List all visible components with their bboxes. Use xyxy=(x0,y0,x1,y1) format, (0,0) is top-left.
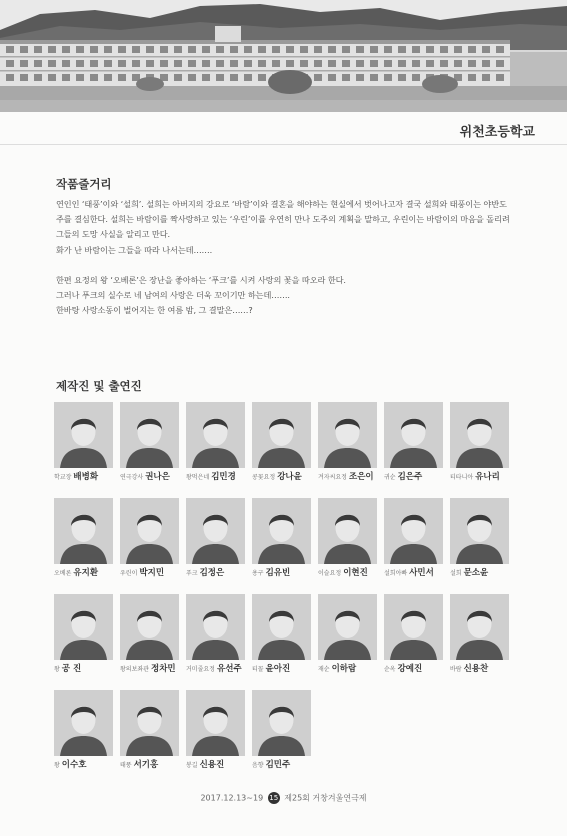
member-name: 윤아진 xyxy=(265,664,291,674)
member-caption xyxy=(120,470,179,482)
member-name: 김정은 xyxy=(199,568,225,578)
member-name: 유선주 xyxy=(216,664,242,674)
member-role: 오베론 xyxy=(54,570,72,577)
portrait-photo xyxy=(384,594,443,660)
member-caption xyxy=(384,662,443,674)
cast-row xyxy=(54,690,514,770)
portrait-photo xyxy=(450,594,509,660)
member-name: 김유빈 xyxy=(265,568,291,578)
member-role: 귀순 xyxy=(384,474,396,481)
portrait-photo xyxy=(186,594,245,660)
cast-member xyxy=(252,594,311,674)
synopsis-title: 작품줄거리 xyxy=(56,177,112,191)
member-role: 푸크 xyxy=(186,570,198,577)
portrait-photo xyxy=(252,498,311,564)
synopsis-paragraph: 한편 요정의 왕 ‘오베론’은 장난을 좋아하는 ‘푸크’를 시켜 사랑의 꽃을 따오라 한다. xyxy=(56,274,346,285)
festival-dates: 2017.12.13~19 xyxy=(200,793,264,803)
member-caption xyxy=(384,566,443,578)
cast-grid xyxy=(54,402,514,786)
member-caption xyxy=(450,566,509,578)
portrait-photo xyxy=(120,498,179,564)
member-role: 거미줄요정 xyxy=(186,666,215,673)
cast-member xyxy=(384,498,443,578)
member-name: 문소윤 xyxy=(463,568,489,578)
cast-member xyxy=(384,594,443,674)
member-role: 이슬요정 xyxy=(318,570,342,577)
member-name: 강나윤 xyxy=(277,472,302,482)
member-caption xyxy=(54,758,113,770)
cast-member xyxy=(186,498,245,578)
portrait-photo xyxy=(384,498,443,564)
member-role: 학교장 xyxy=(54,474,72,481)
cast-member xyxy=(54,594,113,674)
member-name: 사민서 xyxy=(409,568,434,578)
page-footer xyxy=(0,792,567,804)
cast-member xyxy=(120,498,179,578)
member-role: 연극강사 xyxy=(120,474,144,481)
member-name: 박지민 xyxy=(139,568,165,578)
member-role: 왕 xyxy=(54,762,60,769)
member-role: 콩꽃요정 xyxy=(252,474,276,481)
cast-member xyxy=(384,402,443,482)
cast-member xyxy=(54,402,113,482)
member-caption xyxy=(318,470,377,482)
portrait-photo xyxy=(252,594,311,660)
member-role: 순옥 xyxy=(384,666,396,673)
member-caption xyxy=(120,662,179,674)
member-name: 김민경 xyxy=(211,472,236,482)
member-caption xyxy=(186,758,245,770)
member-role: 우린이 xyxy=(120,570,138,577)
member-name: 조은이 xyxy=(348,472,374,482)
member-name: 신용진 xyxy=(199,760,225,770)
portrait-photo xyxy=(120,594,179,660)
member-caption xyxy=(186,470,245,482)
header-divider xyxy=(0,144,567,145)
cast-member xyxy=(252,498,311,578)
cast-member xyxy=(120,402,179,482)
portrait-photo xyxy=(252,402,311,468)
member-role: 설희 xyxy=(450,570,462,577)
member-caption xyxy=(318,662,377,674)
member-name: 이하람 xyxy=(331,664,357,674)
member-role: 재순 xyxy=(318,666,330,673)
cast-member xyxy=(252,690,311,770)
cast-member xyxy=(450,498,509,578)
cast-member xyxy=(318,498,377,578)
cast-member xyxy=(318,402,377,482)
portrait-photo xyxy=(120,402,179,468)
member-role: 겨자씨요정 xyxy=(318,474,347,481)
member-role: 티타니아 xyxy=(450,474,474,481)
portrait-photo xyxy=(186,498,245,564)
synopsis-paragraph: 한바탕 사랑소동이 벌어지는 한 여름 밤, 그 결말은……? xyxy=(56,305,253,316)
portrait-photo xyxy=(318,498,377,564)
member-caption xyxy=(54,566,113,578)
portrait-photo xyxy=(384,402,443,468)
cast-row xyxy=(54,402,514,482)
cast-member xyxy=(252,402,311,482)
cast-member xyxy=(186,594,245,674)
portrait-photo xyxy=(318,402,377,468)
member-caption xyxy=(252,470,311,482)
member-name: 이수호 xyxy=(61,760,87,770)
portrait-photo xyxy=(450,498,509,564)
member-caption xyxy=(252,662,311,674)
member-caption xyxy=(54,470,113,482)
cast-title: 제작진 및 출연진 xyxy=(56,379,142,393)
member-name: 유나리 xyxy=(475,472,500,482)
member-name: 강예진 xyxy=(397,664,423,674)
cast-member xyxy=(54,498,113,578)
member-role: 바람 xyxy=(450,666,462,673)
school-name: 위천초등학교 xyxy=(459,125,535,140)
portrait-photo xyxy=(252,690,311,756)
member-name: 김민주 xyxy=(265,760,291,770)
synopsis-paragraph: 화가 난 바람이는 그들을 따라 나서는데……. xyxy=(56,244,213,255)
member-role: 왕 xyxy=(54,666,60,673)
page-number: 15 xyxy=(269,794,279,802)
member-role: 태풍 xyxy=(120,762,132,769)
cast-row xyxy=(54,498,514,578)
portrait-photo xyxy=(54,690,113,756)
member-role: 봉길 xyxy=(186,762,198,769)
cast-row xyxy=(54,594,514,674)
portrait-photo xyxy=(186,402,245,468)
synopsis-text xyxy=(56,197,512,318)
cast-member xyxy=(54,690,113,770)
member-caption xyxy=(186,566,245,578)
portrait-photo xyxy=(120,690,179,756)
portrait-photo xyxy=(318,594,377,660)
member-role: 왕의보좌관 xyxy=(120,666,149,673)
member-role: 용구 xyxy=(252,570,264,577)
portrait-photo xyxy=(54,594,113,660)
member-caption xyxy=(450,662,509,674)
cast-member xyxy=(186,690,245,770)
synopsis-paragraph: 연인인 ‘태풍’이와 ‘설희’. 설희는 아버지의 강요로 ‘바람’이와 결혼을 해야하는 현실에서 벗어나고자 결국 설희와 태풍이는 야반도주를 결심한다. 설희는 바람이를 짝사랑하고 있는 ‘우린’이를 우연히 만나 도주의 계획을 말하고, 우린이는 바람이의 마음을 돌리려 그들의 도망 사실을 알리고 만다. xyxy=(56,199,510,240)
school-photo xyxy=(0,0,567,112)
festival-name: 제25회 거창겨울연극제 xyxy=(284,793,367,803)
member-caption xyxy=(252,758,311,770)
member-role: 티꼴 xyxy=(252,666,264,673)
member-role: 설희아빠 xyxy=(384,570,408,577)
member-role: 왕먹은네 xyxy=(186,474,210,481)
member-name: 정차민 xyxy=(150,664,176,674)
member-caption xyxy=(450,470,509,482)
cast-member xyxy=(120,690,179,770)
portrait-photo xyxy=(450,402,509,468)
cast-member xyxy=(120,594,179,674)
cast-member xyxy=(450,594,509,674)
cast-member xyxy=(318,594,377,674)
member-name: 신용찬 xyxy=(463,664,489,674)
member-caption xyxy=(120,758,179,770)
cast-member xyxy=(186,402,245,482)
member-caption xyxy=(384,470,443,482)
member-name: 권나은 xyxy=(145,472,170,482)
portrait-photo xyxy=(54,402,113,468)
member-caption xyxy=(54,662,113,674)
member-caption xyxy=(120,566,179,578)
member-name: 배병화 xyxy=(73,472,99,482)
portrait-photo xyxy=(186,690,245,756)
member-name: 유지환 xyxy=(73,568,99,578)
member-caption xyxy=(252,566,311,578)
member-caption xyxy=(186,662,245,674)
member-name: 이현진 xyxy=(343,568,368,578)
synopsis-paragraph: 그러나 푸크의 실수로 네 남여의 사랑은 더욱 꼬이기만 하는데……. xyxy=(56,290,290,301)
portrait-photo xyxy=(54,498,113,564)
member-name: 김은주 xyxy=(397,472,423,482)
member-role: 음향 xyxy=(252,762,264,769)
cast-member xyxy=(450,402,509,482)
member-name: 서기홍 xyxy=(133,760,159,770)
member-name: 공 진 xyxy=(61,664,82,674)
member-caption xyxy=(318,566,377,578)
